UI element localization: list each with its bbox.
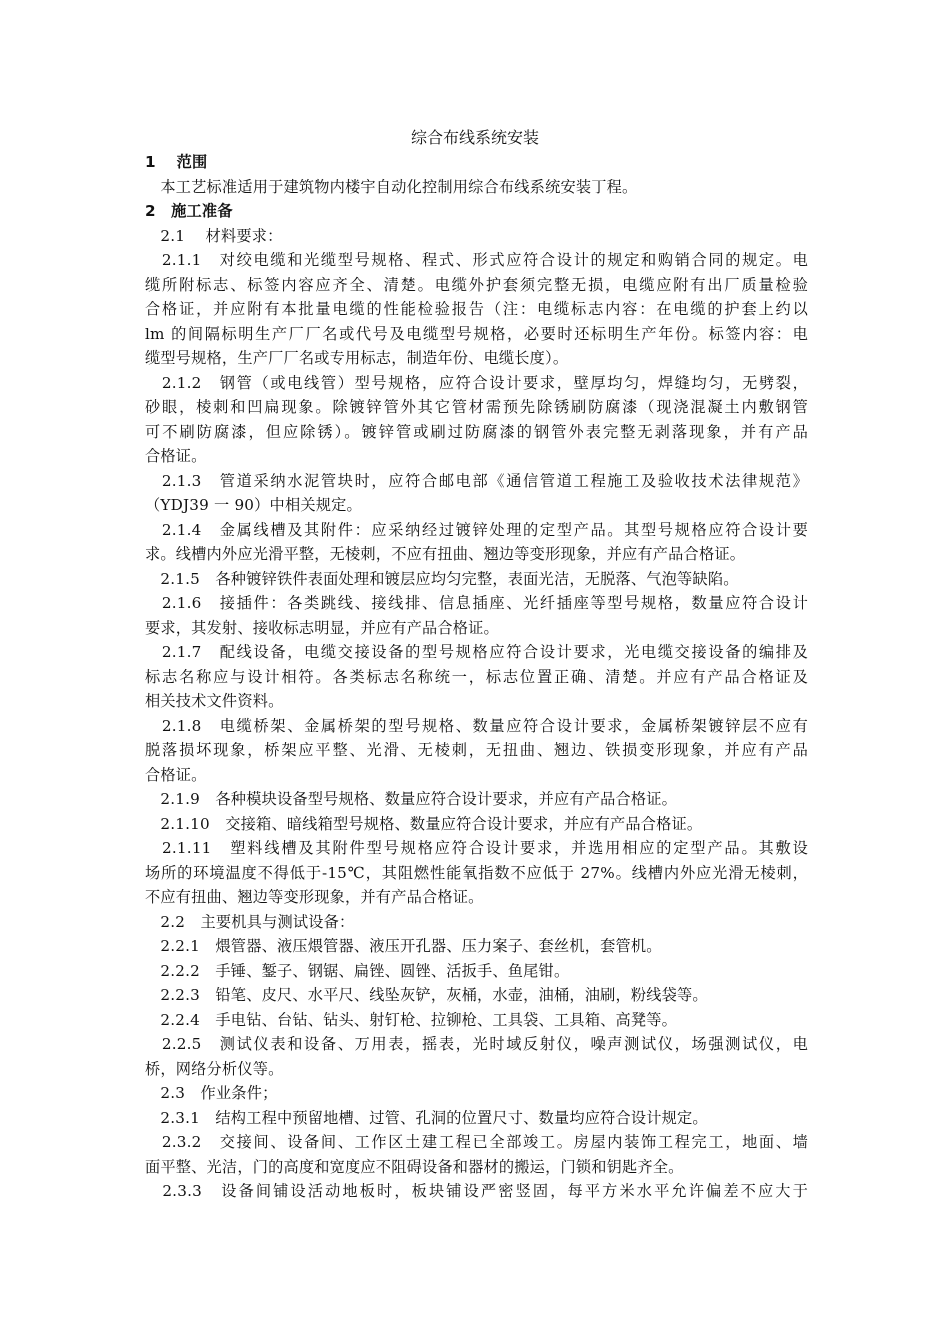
body-text-line: 面平整、光洁，门的高度和宽度应不阻碍设备和器材的搬运，门锁和钥匙齐全。 bbox=[145, 1157, 684, 1176]
section-heading: 2 施工准备 bbox=[145, 202, 233, 220]
body-text-line: （YDJ39 一 90）中相关规定。 bbox=[145, 496, 362, 514]
body-text-line: 2.2.4 手电钻、台钻、钻头、射钉枪、拉铆枪、工具袋、工具箱、高凳等。 bbox=[145, 1010, 678, 1029]
body-text-line: 合格证，并应附有本批量电缆的性能检验报告（注：电缆标志内容：在电缆的护套上约以 bbox=[145, 300, 808, 318]
document-body bbox=[145, 150, 808, 1204]
body-text-line: 桥，网络分析仪等。 bbox=[145, 1059, 284, 1078]
body-text-line: 2.1.2 钢管（或电线管）型号规格，应符合设计要求，壁厚均匀，焊缝均匀，无劈裂， bbox=[145, 373, 808, 392]
body-text-line: 2.1.5 各种镀锌铁件表面处理和镀层应均匀完整，表面光洁，无脱落、气泡等缺陷。 bbox=[145, 569, 739, 588]
body-text-line: 2.1.8 电缆桥架、金属桥架的型号规格、数量应符合设计要求，金属桥架镀锌层不应有 bbox=[145, 716, 808, 735]
body-text-line: 砂眼，棱刺和凹扁现象。除镀锌管外其它管材需预先除锈刷防腐漆（现浇混凝土内敷钢管 bbox=[145, 398, 808, 416]
body-text-line: 2.1.1 对绞电缆和光缆型号规格、程式、形式应符合设计的规定和购销合同的规定。电 bbox=[145, 251, 808, 269]
body-text-line: 2.3.3 设备间铺设活动地板时，板块铺设严密竖固，每平方米水平允许偏差不应大于 bbox=[145, 1182, 808, 1200]
body-text-line: 2.1.6 接插件：各类跳线、接线排、信息插座、光纤插座等型号规格，数量应符合设计 bbox=[145, 594, 808, 612]
body-text-line: 不应有扭曲、翘边等变形现象，并有产品合格证。 bbox=[145, 888, 484, 906]
body-text-line: 要求，其发射、接收标志明显，并应有产品合格证。 bbox=[145, 618, 499, 637]
body-text-line: 2.3 作业条件； bbox=[145, 1084, 278, 1102]
body-text-line: 2.2.5 测试仪表和设备、万用表，摇表，光时域反射仪，噪声测试仪，场强测试仪，电 bbox=[145, 1035, 808, 1053]
body-text-line: 2.3.1 结构工程中预留地槽、过管、孔洞的位置尺寸、数量均应符合设计规定。 bbox=[145, 1108, 708, 1127]
body-text-line: 2.1.10 交接箱、暗线箱型号规格、数量应符合设计要求，并应有产品合格证。 bbox=[145, 814, 703, 833]
body-text-line: 2.1.11 塑料线槽及其附件型号规格应符合设计要求，并选用相应的定型产品。其敷设 bbox=[145, 839, 808, 857]
body-text-line: 合格证。 bbox=[145, 765, 207, 784]
body-text-line: 2.2.3 铅笔、皮尺、水平尺、线坠灰铲，灰桶，水壶，油桶，油刷，粉线袋等。 bbox=[145, 986, 708, 1004]
body-text-line: lm 的间隔标明生产厂厂名或代号及电缆型号规格，必要时还标明生产年份。标签内容：电 bbox=[145, 324, 808, 343]
body-text-line: 2.1.7 配线设备，电缆交接设备的型号规格应符合设计要求，光电缆交接设备的编排及 bbox=[145, 643, 808, 661]
body-text-line: 2.2.1 煨管器、液压煨管器、液压开孔器、压力案子、套丝机，套管机。 bbox=[145, 937, 662, 955]
body-text-line: 2.1.3 管道采纳水泥管块时，应符合邮电部《通信管道工程施工及验收技术法律规范》 bbox=[145, 471, 808, 490]
body-text-line: 缆所附标志、标签内容应齐全、清楚。电缆外护套须完整无损，电缆应附有出厂质量检验 bbox=[145, 275, 808, 294]
body-text-line: 脱落损坏现象，桥架应平整、光滑、无棱刺，无扭曲、翘边、铁损变形现象，并应有产品 bbox=[145, 741, 808, 759]
body-text-line: 2.1.9 各种模块设备型号规格、数量应符合设计要求，并应有产品合格证。 bbox=[145, 790, 678, 808]
body-text-line: 2.2.2 手锤、錾子、钢锯、扁锉、圆锉、活扳手、鱼尾钳。 bbox=[145, 961, 570, 980]
document-title: 综合布线系统安装 bbox=[410, 128, 539, 147]
body-text-line: 相关技术文件资料。 bbox=[145, 692, 284, 710]
body-text-line: 2.2 主要机具与测试设备： bbox=[145, 912, 355, 931]
body-text-line: 2.3.2 交接间、设备间、工作区土建工程已全部竣工。房屋内装饰工程完工，地面、墙 bbox=[145, 1133, 808, 1151]
body-text-line: 2.1 材料要求： bbox=[145, 226, 283, 245]
body-text-line: 缆型号规格，生产厂厂名或专用标志，制造年份、电缆长度）。 bbox=[145, 349, 569, 367]
body-text-line: 2.1.4 金属线槽及其附件：应采纳经过镀锌处理的定型产品。其型号规格应符合设计要 bbox=[145, 520, 808, 539]
body-text-line: 场所的环境温度不得低于-15℃，其阻燃性能氧指数不应低于 27%。线槽内外应光滑无棱刺， bbox=[145, 863, 808, 882]
body-text-line: 求。线槽内外应光滑平整，无棱刺，不应有扭曲、翘边等变形现象，并应有产品合格证。 bbox=[145, 545, 746, 563]
body-text-line: 可不刷防腐漆，但应除锈）。镀锌管或刷过防腐漆的钢管外表完整无剥落现象，并有产品 bbox=[145, 422, 808, 441]
body-text-line: 本工艺标准适用于建筑物内楼宇自动化控制用综合布线系统安装丁程。 bbox=[145, 177, 638, 196]
body-text-line: 标志名称应与设计相符。各类标志名称统一，标志位置正确、清楚。并应有产品合格证及 bbox=[145, 667, 808, 686]
section-heading: 1 范围 bbox=[145, 153, 208, 171]
body-text-line: 合格证。 bbox=[145, 447, 207, 465]
